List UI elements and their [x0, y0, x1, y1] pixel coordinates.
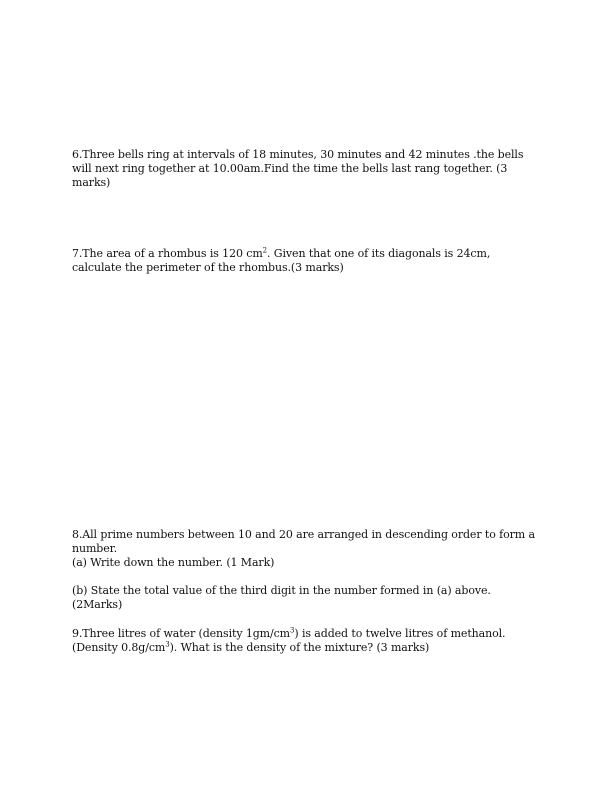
question-6 [72, 148, 542, 190]
question-8-part-b: (b) State the total value of the third digit in the number formed in (a) above. (2Marks) [72, 584, 491, 611]
question-8-stem: 8.All prime numbers between 10 and 20 are arranged in descending order to form a number. [72, 528, 535, 555]
question-8-part-a: (a) Write down the number. (1 Mark) [72, 556, 275, 569]
question-7-text [72, 247, 542, 275]
question-9 [72, 627, 542, 655]
question-7 [72, 247, 542, 275]
question-7-text-start: 7.The area of a rhombus is 120 cm [72, 247, 263, 260]
question-9-text [72, 627, 542, 655]
question-9-superscript-1: 3 [290, 626, 295, 635]
question-9-text-part-3: ). What is the density of the mixture? (3 marks) [169, 641, 430, 654]
question-8-part-b-block [72, 584, 542, 612]
question-7-text-end: . Given that one of its diagonals is 24cm, calculate the perimeter of the rhombus.(3 marks) [72, 247, 491, 274]
question-9-superscript-2: 3 [165, 640, 170, 649]
question-9-text-part-1: 9.Three litres of water (density 1gm/cm [72, 627, 290, 640]
question-7-superscript: 2 [262, 246, 268, 255]
question-8 [72, 528, 542, 570]
question-9-text-part-2: ) is added to twelve litres of methanol. (Density 0.8g/cm [72, 627, 506, 654]
question-6-text: 6.Three bells ring at intervals of 18 minutes, 30 minutes and 42 minutes .the bells will next ring together at 10.00am.Find the time the bells last rang together. (3 marks) [72, 148, 524, 189]
